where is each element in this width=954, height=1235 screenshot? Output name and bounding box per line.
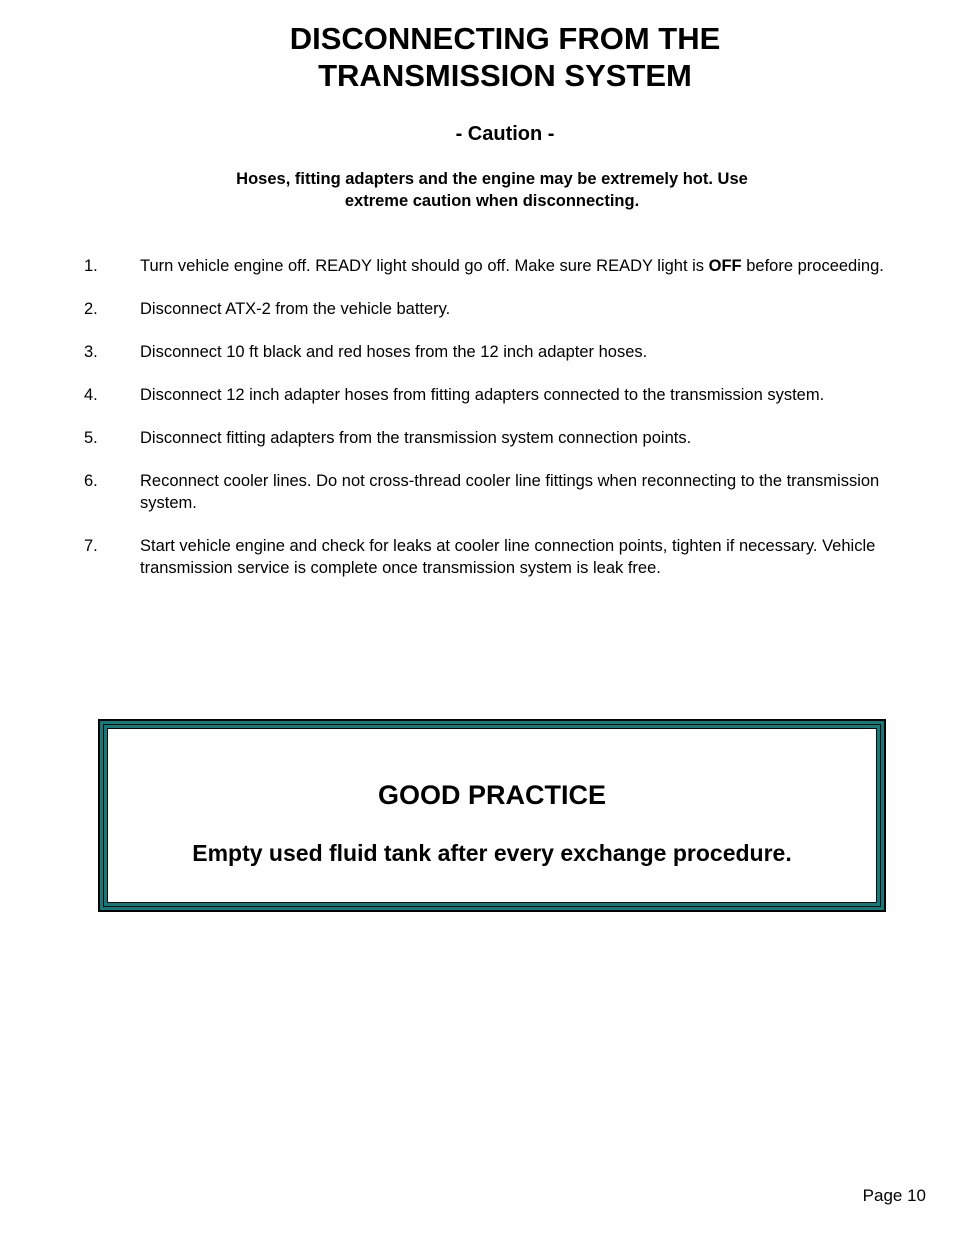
page-number: Page 10 bbox=[862, 1186, 926, 1205]
step-number: 5. bbox=[84, 429, 98, 447]
step-text-emphasis: OFF bbox=[708, 257, 742, 275]
good-practice-panel bbox=[107, 728, 877, 903]
step-item-6 bbox=[84, 470, 924, 514]
step-number: 7. bbox=[84, 537, 98, 555]
step-item-2 bbox=[84, 298, 924, 320]
caution-text-line-2: extreme caution when disconnecting. bbox=[344, 192, 640, 210]
good-practice-text: Empty used fluid tank after every exchange procedure. bbox=[192, 840, 792, 866]
step-text-part: before proceeding. bbox=[741, 257, 884, 275]
step-number: 1. bbox=[84, 257, 98, 275]
step-text: Start vehicle engine and check for leaks at cooler line connection points, tighten if necessary. Vehicle transmission service is complete once transmission system is leak free. bbox=[140, 537, 876, 577]
step-number: 6. bbox=[84, 472, 98, 490]
step-text: Disconnect fitting adapters from the transmission system connection points. bbox=[140, 429, 692, 447]
title-line-1: DISCONNECTING FROM THE bbox=[289, 21, 721, 56]
step-number: 2. bbox=[84, 300, 98, 318]
step-item-3 bbox=[84, 341, 924, 363]
step-text-part: Turn vehicle engine off. READY light should go off. Make sure READY light is bbox=[140, 257, 709, 275]
step-item-1 bbox=[84, 255, 924, 277]
step-text: Disconnect 10 ft black and red hoses from the 12 inch adapter hoses. bbox=[140, 343, 648, 361]
step-item-7 bbox=[84, 535, 924, 579]
good-practice-border bbox=[103, 724, 881, 907]
page-title bbox=[0, 20, 954, 94]
step-number: 3. bbox=[84, 343, 98, 361]
caution-text bbox=[200, 168, 784, 212]
caution-text-line-1: Hoses, fitting adapters and the engine may be extremely hot. Use bbox=[236, 170, 748, 188]
step-number: 4. bbox=[84, 386, 98, 404]
caution-heading: - Caution - bbox=[455, 123, 555, 145]
steps-list bbox=[84, 255, 924, 600]
good-practice-title: GOOD PRACTICE bbox=[377, 780, 606, 810]
step-text: Disconnect 12 inch adapter hoses from fitting adapters connected to the transmission system. bbox=[140, 386, 825, 404]
step-text: Reconnect cooler lines. Do not cross-thread cooler line fittings when reconnecting to the transmission system. bbox=[140, 472, 880, 512]
step-text: Disconnect ATX-2 from the vehicle battery. bbox=[140, 300, 451, 318]
title-line-2: TRANSMISSION SYSTEM bbox=[318, 58, 692, 93]
step-text bbox=[140, 255, 924, 277]
step-item-5 bbox=[84, 427, 924, 449]
step-item-4 bbox=[84, 384, 924, 406]
good-practice-box bbox=[98, 719, 886, 912]
